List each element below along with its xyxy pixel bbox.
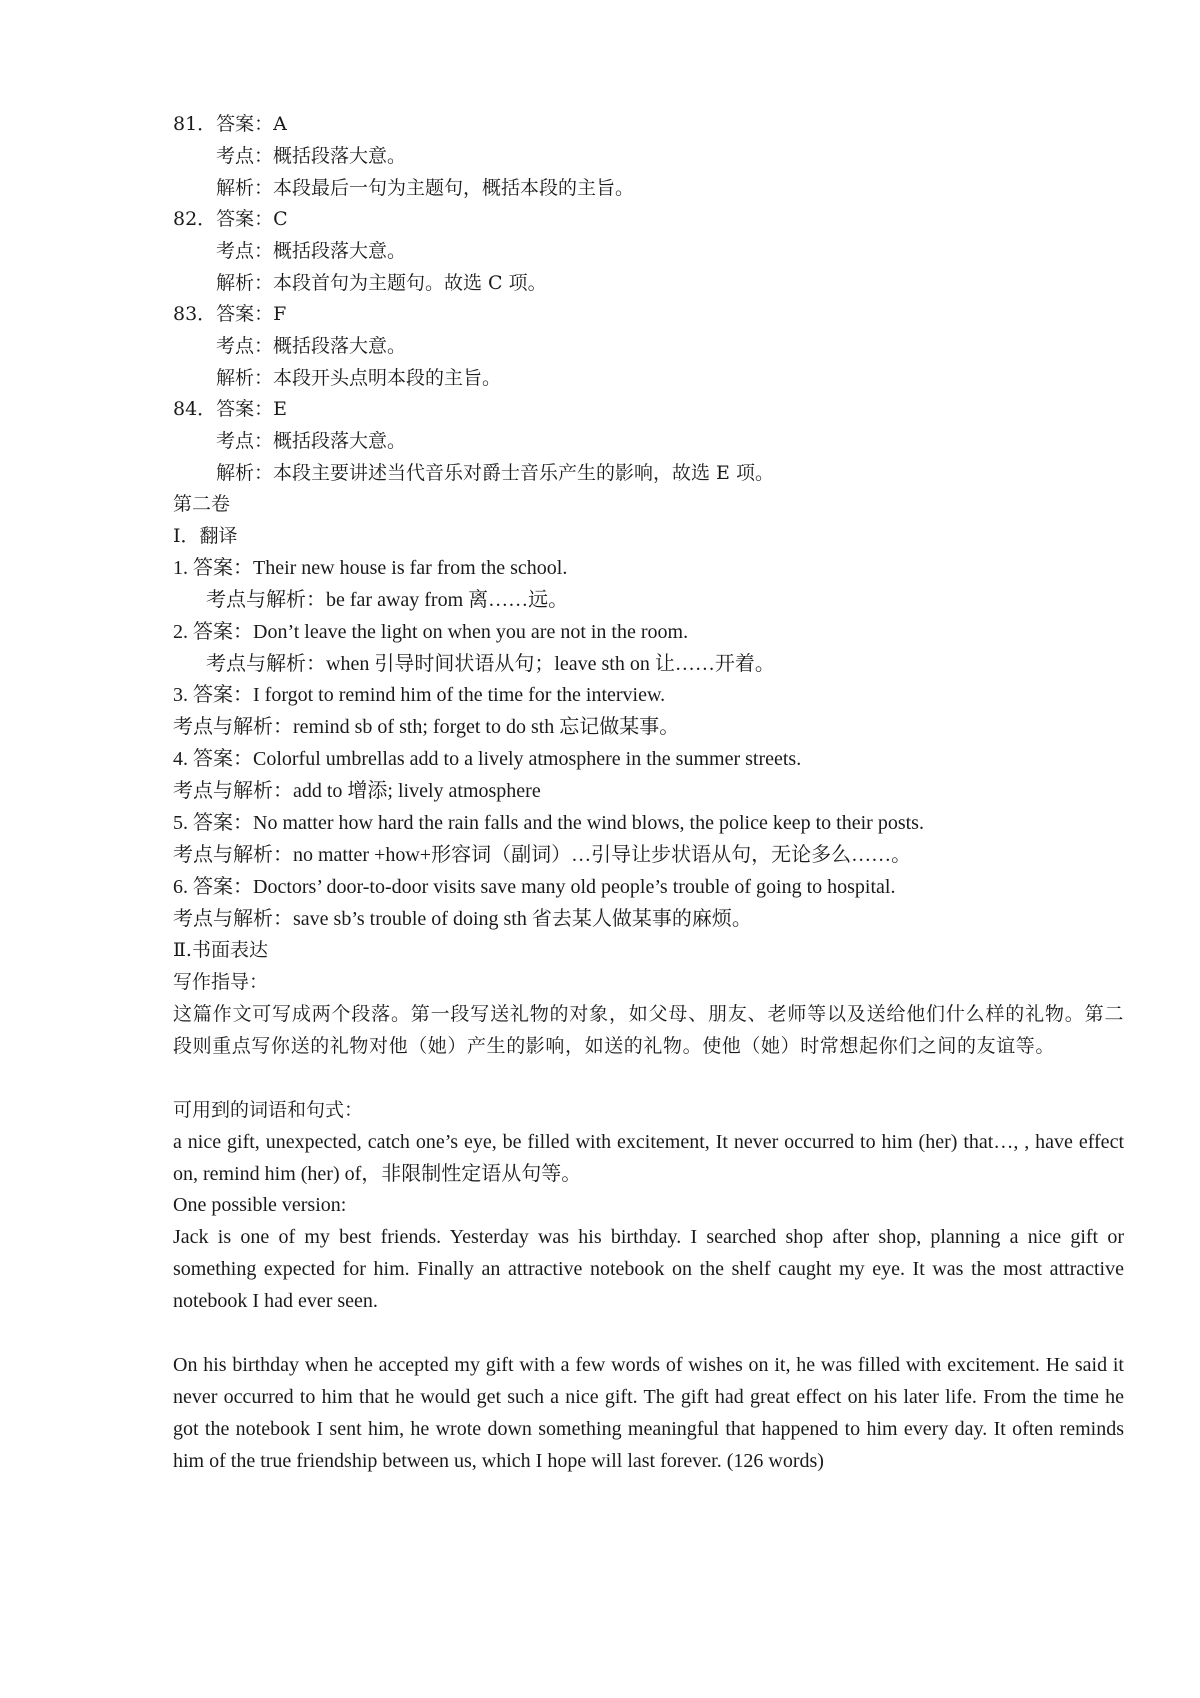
- mc-82-answer: 82．答案：C: [173, 208, 288, 230]
- mc-81-point: 考点：概括段落大意。: [216, 145, 407, 167]
- translation-4-analysis: 考点与解析：add to 增添; lively atmosphere: [173, 780, 541, 802]
- translation-5-analysis: 考点与解析：no matter +how+形容词（副词）…引导让步状语从句，无论多么……。: [173, 844, 912, 866]
- translation-3-analysis: 考点与解析：remind sb of sth; forget to do sth 忘记做某事。: [173, 716, 680, 738]
- mc-84-analysis: 解析：本段主要讲述当代音乐对爵士音乐产生的影响，故选 E 项。: [216, 462, 774, 484]
- mc-84-answer: 84．答案：E: [173, 398, 288, 420]
- translation-2-answer: 2. 答案：Don’t leave the light on when you are not in the room.: [173, 621, 689, 643]
- volume-2-heading: 第二卷: [173, 493, 231, 515]
- translation-2-analysis: 考点与解析：when 引导时间状语从句；leave sth on 让……开着。: [206, 653, 775, 675]
- mc-82-analysis: 解析：本段首句为主题句。故选 C 项。: [216, 272, 547, 294]
- translation-3-answer: 3. 答案：I forgot to remind him of the time for the interview.: [173, 684, 666, 706]
- writing-guide-title: 写作指导：: [173, 971, 269, 993]
- writing-guide-text: 这篇作文可写成两个段落。第一段写送礼物的对象，如父母、朋友、老师等以及送给他们什么样的礼物。第二段则重点写你送的礼物对他（她）产生的影响，如送的礼物。使他（她）时常想起你们之间的友谊等。: [173, 1003, 1124, 1057]
- section-2-heading: Ⅱ.书面表达: [173, 939, 268, 961]
- mc-83-answer: 83．答案：F: [173, 303, 287, 325]
- section-1-heading: Ⅰ．翻译: [173, 525, 238, 547]
- essay-paragraph-2: On his birthday when he accepted my gift with a few words of wishes on it, he was filled with excitement. He said it never occurred to him that he would get such a nice gift. The gift had great effect on his later life. From the time he got the notebook I sent him, he wrote down something meaningful that happened to him every day. It often reminds him of the true friendship between us, which I hope will last forever. (126 words): [173, 1354, 1124, 1472]
- mc-83-point: 考点：概括段落大意。: [216, 335, 407, 357]
- translation-1-analysis: 考点与解析：be far away from 离……远。: [206, 589, 569, 611]
- phrases-text: a nice gift, unexpected, catch one’s eye, be filled with excitement, It never occurred to him (her) that…, , have effect on, remind him (her) of，非限制性定语从句等。: [173, 1131, 1124, 1185]
- phrases-title: 可用到的词语和句式：: [173, 1099, 364, 1121]
- version-title: One possible version:: [173, 1194, 347, 1216]
- translation-4-answer: 4. 答案：Colorful umbrellas add to a lively atmosphere in the summer streets.: [173, 748, 802, 770]
- translation-6-answer: 6. 答案：Doctors’ door-to-door visits save many old people’s trouble of going to hospital.: [173, 876, 896, 898]
- mc-81-analysis: 解析：本段最后一句为主题句，概括本段的主旨。: [216, 177, 635, 199]
- mc-83-analysis: 解析：本段开头点明本段的主旨。: [216, 367, 502, 389]
- translation-1-answer: 1. 答案：Their new house is far from the school.: [173, 557, 568, 579]
- translation-5-answer: 5. 答案：No matter how hard the rain falls and the wind blows, the police keep to their posts.: [173, 812, 924, 834]
- essay-paragraph-1: Jack is one of my best friends. Yesterday was his birthday. I searched shop after shop, planning a nice gift or something expected for him. Finally an attractive notebook on the shelf caught my eye. It was the most attractive notebook I had ever seen.: [173, 1226, 1124, 1312]
- mc-82-point: 考点：概括段落大意。: [216, 240, 407, 262]
- translation-6-analysis: 考点与解析：save sb’s trouble of doing sth 省去某人做某事的麻烦。: [173, 908, 752, 930]
- mc-81-answer: 81．答案：A: [173, 113, 287, 135]
- mc-84-point: 考点：概括段落大意。: [216, 430, 407, 452]
